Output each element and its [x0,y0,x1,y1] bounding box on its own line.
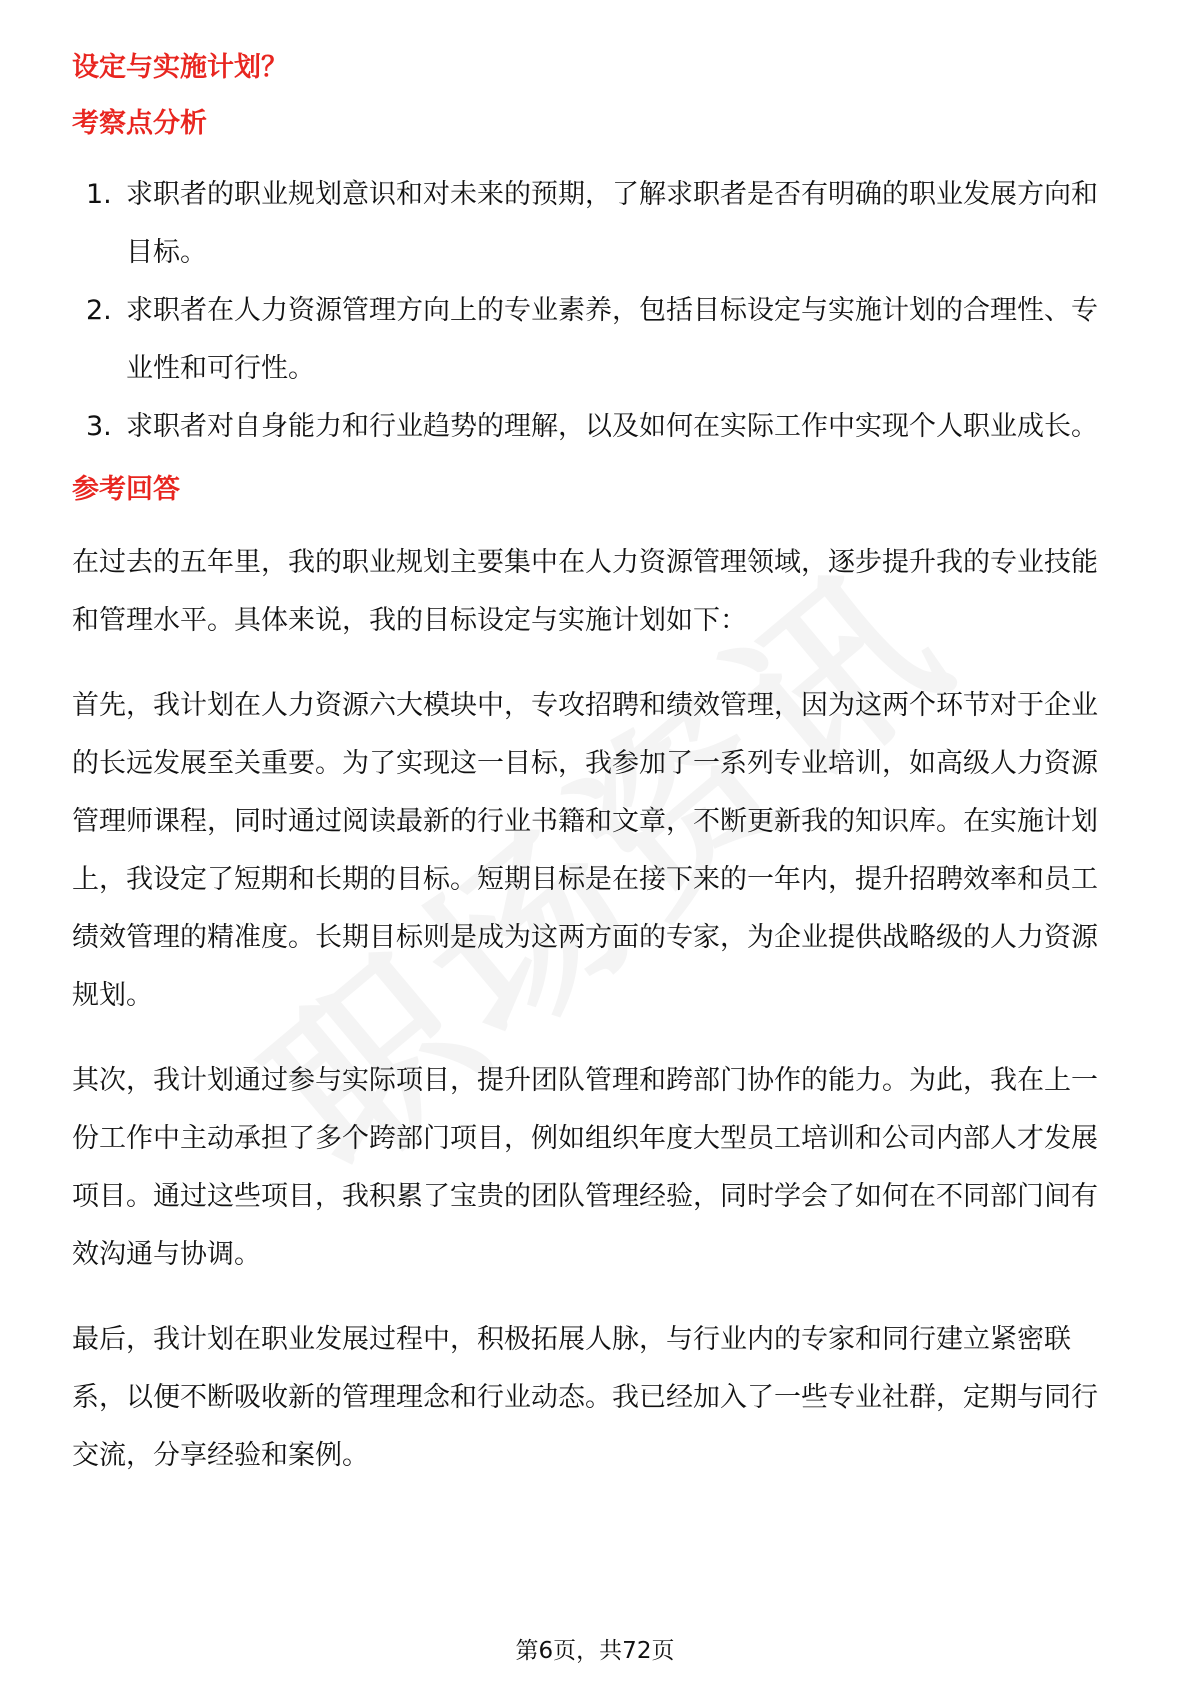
list-number: 3. [86,411,112,442]
list-item [72,398,1118,456]
analysis-list [72,166,1118,456]
list-item [72,166,1118,282]
list-item-text: 求职者对自身能力和行业趋势的理解，以及如何在实际工作中实现个人职业成长。 [126,411,1098,442]
analysis-heading: 考察点分析 [72,108,207,139]
list-item-text: 求职者在人力资源管理方向上的专业素养，包括目标设定与实施计划的合理性、专业性和可行性。 [126,295,1098,384]
content [72,48,1118,1512]
answer-paragraph: 最后，我计划在职业发展过程中，积极拓展人脉，与行业内的专家和同行建立紧密联系，以便不断吸收新的管理理念和行业动态。我已经加入了一些专业社群，定期与同行交流，分享经验和案例。 [72,1324,1098,1471]
section-title: 设定与实施计划？ [72,52,288,83]
answer-paragraph: 其次，我计划通过参与实际项目，提升团队管理和跨部门协作的能力。为此，我在上一份工作中主动承担了多个跨部门项目，例如组织年度大型员工培训和公司内部人才发展项目。通过这些项目，我积累了宝贵的团队管理经验，同时学会了如何在不同部门间有效沟通与协调。 [72,1065,1098,1270]
answer-paragraph: 在过去的五年里，我的职业规划主要集中在人力资源管理领域，逐步提升我的专业技能和管理水平。具体来说，我的目标设定与实施计划如下： [72,547,1098,636]
list-item [72,282,1118,398]
list-number: 1. [86,179,112,210]
list-item-text: 求职者的职业规划意识和对未来的预期，了解求职者是否有明确的职业发展方向和目标。 [126,179,1098,268]
page-number: 第6页，共72页 [515,1638,675,1664]
answer-heading: 参考回答 [72,474,180,505]
list-number: 2. [86,295,112,326]
answer-paragraph: 首先，我计划在人力资源六大模块中，专攻招聘和绩效管理，因为这两个环节对于企业的长远发展至关重要。为了实现这一目标，我参加了一系列专业培训，如高级人力资源管理师课程，同时通过阅读最新的行业书籍和文章，不断更新我的知识库。在实施计划上，我设定了短期和长期的目标。短期目标是在接下来的一年内，提升招聘效率和员工绩效管理的精准度。长期目标则是成为这两方面的专家，为企业提供战略级的人力资源规划。 [72,690,1098,1011]
